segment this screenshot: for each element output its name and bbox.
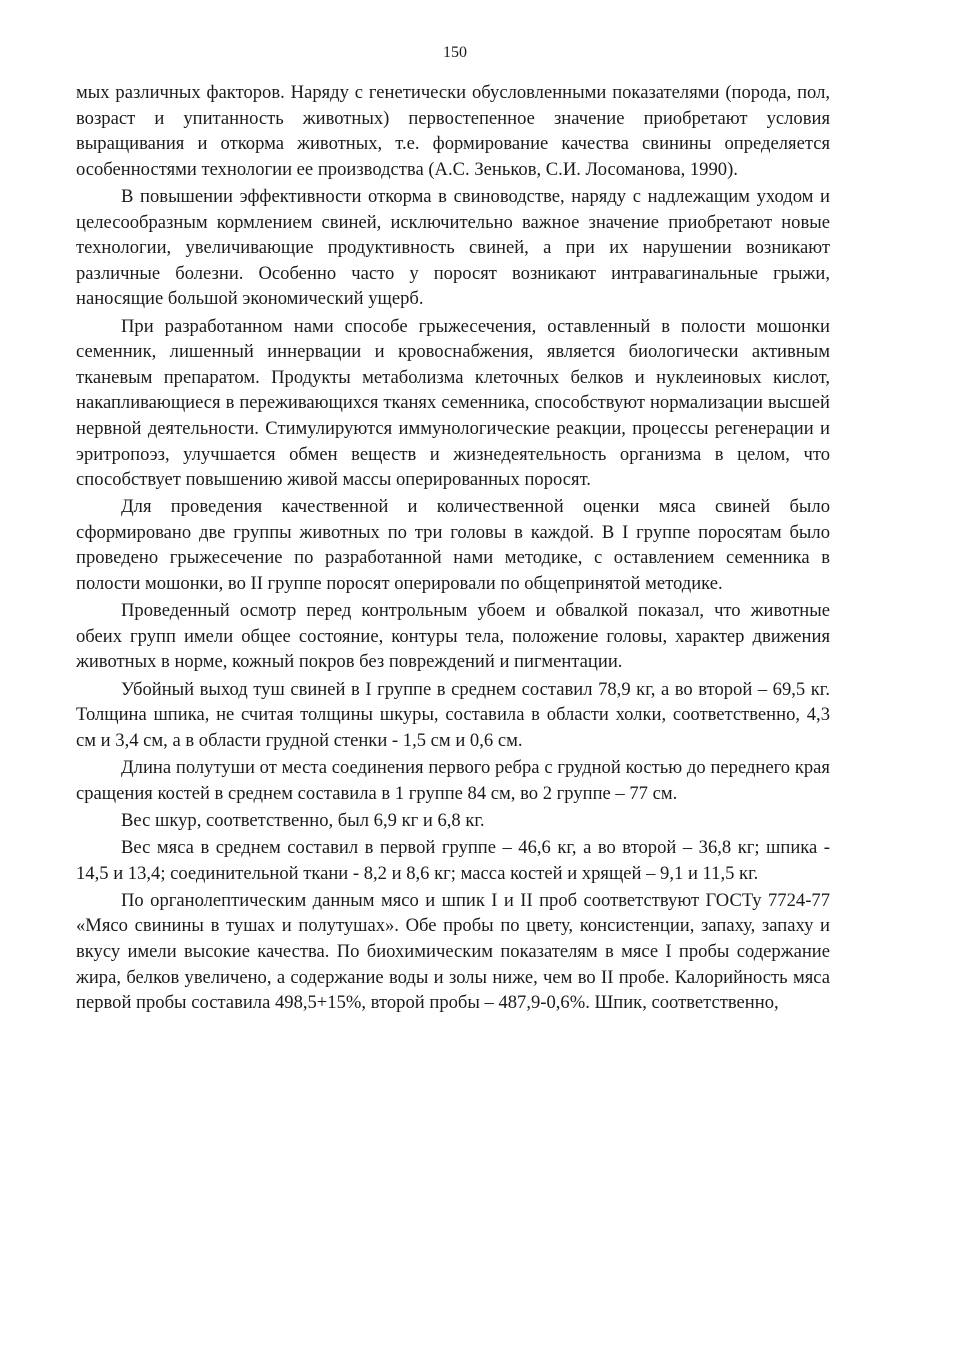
paragraph-4: Для проведения качественной и количественной оценки мяса свиней было сформировано две группы животных по три головы в каждой. В I группе поросятам было проведено грыжесечение по разработанной нами методике, с оставлением семенника в полости мошонки, во II группе поросят оперировали по общепринятой методике.: [76, 496, 830, 595]
paragraph-2: В повышении эффективности откорма в свиноводстве, наряду с надлежащим уходом и целесообразным кормлением свиней, исключительно важное значение приобретают новые технологии, увеличивающие продуктивность свиней, а при их нарушении возникают различные болезни. Особенно часто у поросят возникают интравагинальные грыжи, наносящие большой экономический ущерб.: [76, 185, 830, 310]
paragraph-3: При разработанном нами способе грыжесечения, оставленный в полости мошонки семенник, лишенный иннервации и кровоснабжения, является биологически активным тканевым препаратом. Продукты метаболизма клеточных белков и нуклеиновых кислот, накапливающиеся в переживающихся тканях семенника, способствуют нормализации высшей нервной деятельности. Стимулируются иммунологические реакции, процессы регенерации и эритропоэз, улучшается обмен веществ и жизнедеятельность организма в целом, что способствует повышению живой массы оперированных поросят.: [76, 315, 830, 491]
page-number: 150: [443, 44, 467, 61]
paragraph-8: Вес шкур, соответственно, был 6,9 кг и 6,8 кг.: [121, 809, 485, 831]
body-text: [76, 80, 830, 1017]
paragraph-1: мых различных факторов. Наряду с генетически обусловленными показателями (порода, пол, возраст и упитанность животных) первостепенное значение приобретают условия выращивания и откорма животных, т.е. формирование качества свинины определяется особенностями технологии ее производства (А.С. Зеньков, С.И. Лосоманова, 1990).: [76, 82, 830, 180]
paragraph-9: Вес мяса в среднем составил в первой группе – 46,6 кг, а во второй – 36,8 кг; шпика - 14,5 и 13,4; соединительной ткани - 8,2 и 8,6 кг; масса костей и хрящей – 9,1 и 11,5 кг.: [76, 836, 830, 884]
paragraph-5: Проведенный осмотр перед контрольным убоем и обвалкой показал, что животные обеих групп имели общее состояние, контуры тела, положение головы, характер движения животных в норме, кожный покров без повреждений и пигментации.: [76, 600, 830, 673]
paragraph-7: Длина полутуши от места соединения первого ребра с грудной костью до переднего края сращения костей в среднем составила в 1 группе 84 см, во 2 группе – 77 см.: [76, 757, 830, 804]
paragraph-10: По органолептическим данным мясо и шпик I и II проб соответствуют ГОСТу 7724-77 «Мясо свинины в тушах и полутушах». Обе пробы по цвету, консистенции, запаху, запаху и вкусу имели высокие качества. По биохимическим показателям в мясе I пробы содержание жира, белков увеличено, а содержание воды и золы ниже, чем во II пробе. Калорийность мяса первой пробы составила 498,5+15%, второй пробы – 487,9-0,6%. Шпик, соответственно,: [76, 889, 830, 1014]
paragraph-6: Убойный выход туш свиней в I группе в среднем составил 78,9 кг, а во второй – 69,5 кг. Толщина шпика, не считая толщины шкуры, составила в области холки, соответственно, 4,3 см и 3,4 см, а в области грудной стенки - 1,5 см и 0,6 см.: [76, 678, 830, 751]
